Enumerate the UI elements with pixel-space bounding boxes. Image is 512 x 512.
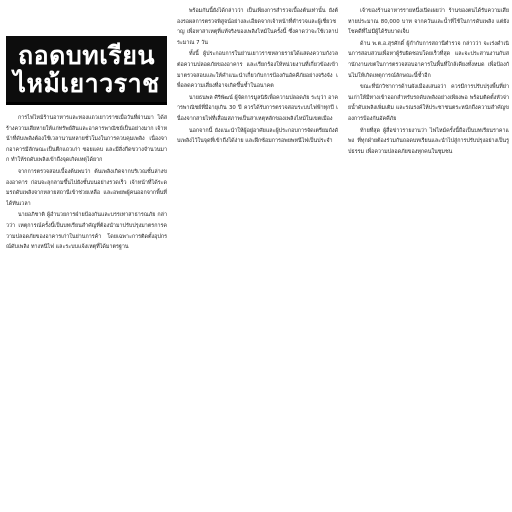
column-3 bbox=[348, 6, 509, 512]
paragraph: นายอภิชาติ ผู้อำนวยการฝ่ายป้องกันและบรรเทาสาธารณภัย กล่าวว่า เหตุการณ์ครั้งนี้เป็นบทเรียนสำคัญที่ต้องนำมาปรับปรุงมาตรการความปลอดภัยของอาคารเก่าในย่านการค้า โดยเฉพาะการติดตั้งอุปกรณ์ดับเพลิง ทางหนีไฟ และระบบแจ้งเหตุที่ได้มาตรฐาน bbox=[6, 212, 167, 251]
paragraph: นอกจากนี้ ยังแนะนำให้ผู้อยู่อาศัยและผู้ประกอบการจัดเตรียมถังดับเพลิงไว้ในจุดที่เข้าถึงได้ง่าย และฝึกซ้อมการอพยพหนีไฟเป็นประจำ bbox=[177, 127, 338, 145]
headline-line-2: ไหม้เยาวราช bbox=[13, 69, 160, 98]
paragraph: พร้อมกันนี้ยังได้กล่าวว่า เป็นเพียงการสำรวจเบื้องต้นเท่านั้น ยังต้องรอผลการตรวจพิสูจน์อย่างละเอียดจากเจ้าหน้าที่ตำรวจและผู้เชี่ยวชาญ เพื่อหาสาเหตุที่แท้จริงของเพลิงไหม้ในครั้งนี้ ซึ่งคาดว่าจะใช้เวลาประมาณ 7 วัน bbox=[177, 8, 338, 46]
article-columns bbox=[6, 6, 509, 512]
paragraph: ขณะที่นักวิชาการด้านผังเมืองเสนอว่า ควรมีการปรับปรุงพื้นที่ย่านเก่าให้มีทางเข้าออกสำหรับรถดับเพลิงอย่างเพียงพอ พร้อมติดตั้งหัวจ่ายน้ำดับเพลิงเพิ่มเติม และรณรงค์ให้ประชาชนตระหนักถึงความสำคัญของการป้องกันอัคคีภัย bbox=[348, 84, 509, 122]
paragraph: ด้าน พ.ต.อ.สุรศักดิ์ ผู้กำกับการสถานีตำรวจ กล่าวว่า จะเร่งดำเนินการสอบสวนเพื่อหาผู้รับผิดชอบโดยเร็วที่สุด และจะประสานงานกับสำนักงานเขตในการตรวจสอบอาคารในพื้นที่ใกล้เคียงทั้งหมด เพื่อป้องกันไม่ให้เกิดเหตุการณ์ลักษณะนี้ซ้ำอีก bbox=[348, 40, 509, 79]
paragraph: ทั้งนี้ ผู้ประกอบการในย่านเยาวราชหลายรายได้แสดงความกังวลต่อความปลอดภัยของอาคาร และเรียกร้องให้หน่วยงานที่เกี่ยวข้องเข้ามาตรวจสอบและให้คำแนะนำเกี่ยวกับการป้องกันอัคคีภัยอย่างจริงจัง เพื่อลดความเสี่ยงที่อาจเกิดขึ้นซ้ำในอนาคต bbox=[177, 51, 338, 90]
paragraph: จากการตรวจสอบเบื้องต้นพบว่า ต้นเพลิงเกิดจากบริเวณชั้นล่างของอาคาร ก่อนจะลุกลามขึ้นไปยังชั้นบนอย่างรวดเร็ว เจ้าหน้าที่ได้ระดมรถดับเพลิงจากหลายสถานีเข้าช่วยเหลือ และอพยพผู้คนออกจากพื้นที่ได้ทันเวลา bbox=[6, 168, 167, 207]
paragraph: นายธนพล ศิริพัฒน์ ผู้จัดการมูลนิธิเพื่อความปลอดภัย ระบุว่า อาคารพาณิชย์ที่มีอายุเกิน 30 ปี ควรได้รับการตรวจสอบระบบไฟฟ้าทุกปี เนื่องจากสายไฟที่เสื่อมสภาพเป็นสาเหตุหลักของเพลิงไหม้ในเขตเมือง bbox=[177, 94, 338, 122]
headline-banner bbox=[6, 36, 167, 105]
column-2 bbox=[177, 6, 338, 512]
paragraph: ท้ายที่สุด ผู้สื่อข่าวรายงานว่า ไฟไหม้ครั้งนี้ถือเป็นบทเรียนราคาแพง ที่ทุกฝ่ายต้องร่วมกันถอดบทเรียนและนำไปสู่การปรับปรุงอย่างเป็นรูปธรรม เพื่อความปลอดภัยของทุกคนในชุมชน bbox=[348, 127, 509, 155]
column-1 bbox=[6, 6, 167, 512]
headline-line-1: ถอดบทเรียน bbox=[18, 41, 155, 70]
paragraph: การไฟไหม้ร้านอาหารและทองแถวเยาวราชเมื่อวันที่ผ่านมา ได้สร้างความเสียหายให้แก่ทรัพย์สินและอาคารพาณิชย์เป็นอย่างมาก เจ้าหน้าที่ดับเพลิงต้องใช้เวลานานหลายชั่วโมงในการควบคุมเพลิง เนื่องจากอาคารมีลักษณะเป็นตึกแถวเก่า ซอยแคบ และมีสิ่งกีดขวางจำนวนมาก ทำให้รถดับเพลิงเข้าถึงจุดเกิดเหตุได้ยาก bbox=[6, 115, 167, 164]
paragraph: เจ้าของร้านอาหารรายหนึ่งเปิดเผยว่า ร้านของตนได้รับความเสียหายประมาณ 80,000 บาท จากควันและน้ำที่ใช้ในการดับเพลิง แต่ยังโชคดีที่ไม่มีผู้ได้รับบาดเจ็บ bbox=[348, 8, 509, 36]
